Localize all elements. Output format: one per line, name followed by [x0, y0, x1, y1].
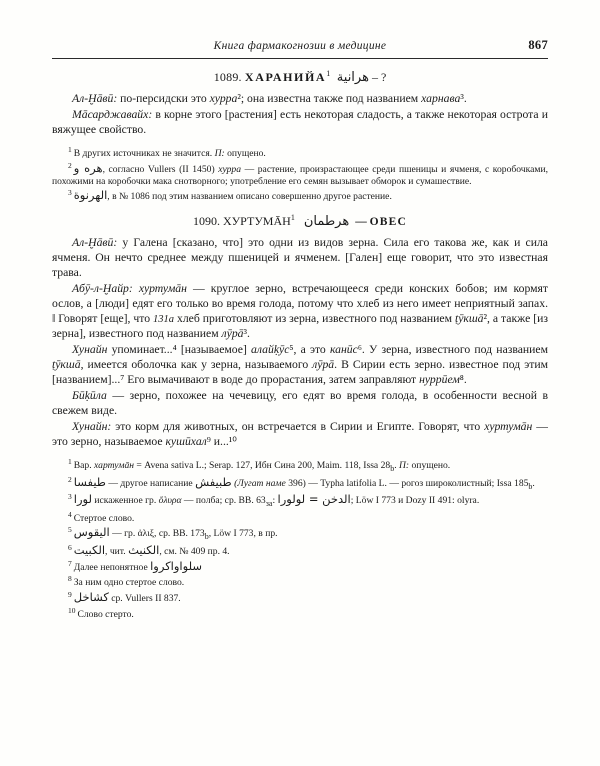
footnote: $^4$ Стертое слово. [68, 509, 135, 524]
footnote: $^5$ اليقوس — гр. ἀλιξ, ср. BB. $173_b$, Löw I 773, в пр. [68, 525, 278, 542]
footnote: $^{10}$ Слово стерто. [68, 605, 134, 620]
entry-name: ХАРАНИЙА [244, 70, 327, 84]
footnotes-1090 [52, 457, 548, 621]
footnote: $^7$ Далее непонятное سلواواكروا [68, 558, 203, 573]
footnote: $^1$ Вар. хартумāн = Avena sativa L.; Serap. 127, Ибн Сина 200, Maim. 118, Issa $28_b$. П: опущено. [68, 456, 451, 474]
entry-name-footnote-marker: 1 [290, 213, 295, 223]
page-header [52, 40, 548, 52]
footnote: $^1$ В других источниках не значится. П: опущено. [68, 144, 266, 160]
entry-number: 1090. [193, 214, 220, 229]
entry-name-footnote-marker: 1 [326, 69, 331, 78]
footnote: $^2$ طيفسا — другое написание طبيفش (Лугат наме 396) — Typha latifolia L. — рогоз широколистный; Issa $185_b$. [68, 474, 535, 491]
paragraph: Бūḳūла — зерно, похожее на чечевицу, его едят во время голода, в особенности весной в свежем виде. [52, 389, 548, 418]
running-title: Книга фармакогнозии в медицине [213, 40, 387, 52]
footnote: $^6$ الكبيت, чит. الكنيث, см. № 409 пр. 4. [68, 543, 230, 558]
footnote: $^2$ هره و, согласно Vullers (II 1450) хурра — растение, произрастающее среди пшеницы и ячменя, с коробочками, похожими на коробочки мака снотворного; употребление его семян вызывает обморок и сумашествие. [52, 160, 549, 187]
entry-heading-1090 [52, 213, 548, 229]
entry-arabic-name: هرطمان [303, 214, 350, 230]
entry-translation: — ОВЕС [355, 216, 407, 229]
footnote: $^9$ كشاخل ср. Vullers II 837. [68, 590, 181, 605]
paragraph: Ал-Ḫāвӣ: у Галена [сказано, что] это одни из видов зерна. Сила его такова же, как и сила ячменя. Он нечто среднее между пшеницей и ячменем. [Гален] еще говорит, что это известная трава. [52, 236, 548, 280]
entry-arabic-name: هرانية [336, 70, 369, 85]
paragraph: Мāсарджавайх: в корне этого [растения] есть некоторая сладость, а также некоторая острота и вяжущее свойство. [52, 107, 548, 136]
paragraph: Абӯ-л-Ḫайр: хуртумāн — круглое зерно, встречающееся среди конских бобов; им кормят ослов, а [люди] едят его только во время голода, потому что хлеб из него имеет неприятный запах. ‖ Говорят [еще], что 131a хлеб приготовляют из зерна, известного под названием ṭӯкшā², а также [из зерна], известного под названием лӯрā³. [52, 282, 549, 341]
paragraph: Хунайн упоминает...⁴ [называемое] алайḳӯс⁵, а это канūс⁶. У зерна, известного под названием ṭӯкшā, имеется оболочка как у зерна, называемого лӯрā. В Сирии есть зерно. известное под этим [названием]...⁷ Его вымачивают в воде до прорастания, затем заправляют нуррūем⁸. [52, 343, 549, 387]
entry-heading-1089 [52, 69, 548, 85]
footnote: $^3$ لورا искаженное гр. ὄλυρα — полба; ср. BB. $63_{за}$: الدخن = لولورا; Löw I 773 и Dozy II 491: olyra. [68, 492, 480, 509]
entry-arabic-suffix: – ? [371, 70, 387, 84]
header-rule [52, 58, 548, 59]
page-number: 867 [528, 38, 548, 52]
entry-name: ХУРТУМĀН [223, 214, 291, 229]
paragraph: Хунайн: это корм для животных, он встречается в Сирии и Египте. Говорят, что хуртумāн — это зерно, называемое кушūхал⁹ и...¹⁰ [52, 420, 548, 448]
footnote: $^8$ За ним одно стертое слово. [68, 574, 185, 589]
footnote: $^3$ الهرنوة, в № 1086 под этим названием описано совершенно другое растение. [68, 188, 392, 203]
footnotes-1089 [52, 145, 548, 204]
entry-number: 1089. [213, 70, 242, 84]
paragraph: Ал-Ḫāвӣ: по-персидски это хурра²; она известна также под названием харнава³. [72, 92, 467, 105]
